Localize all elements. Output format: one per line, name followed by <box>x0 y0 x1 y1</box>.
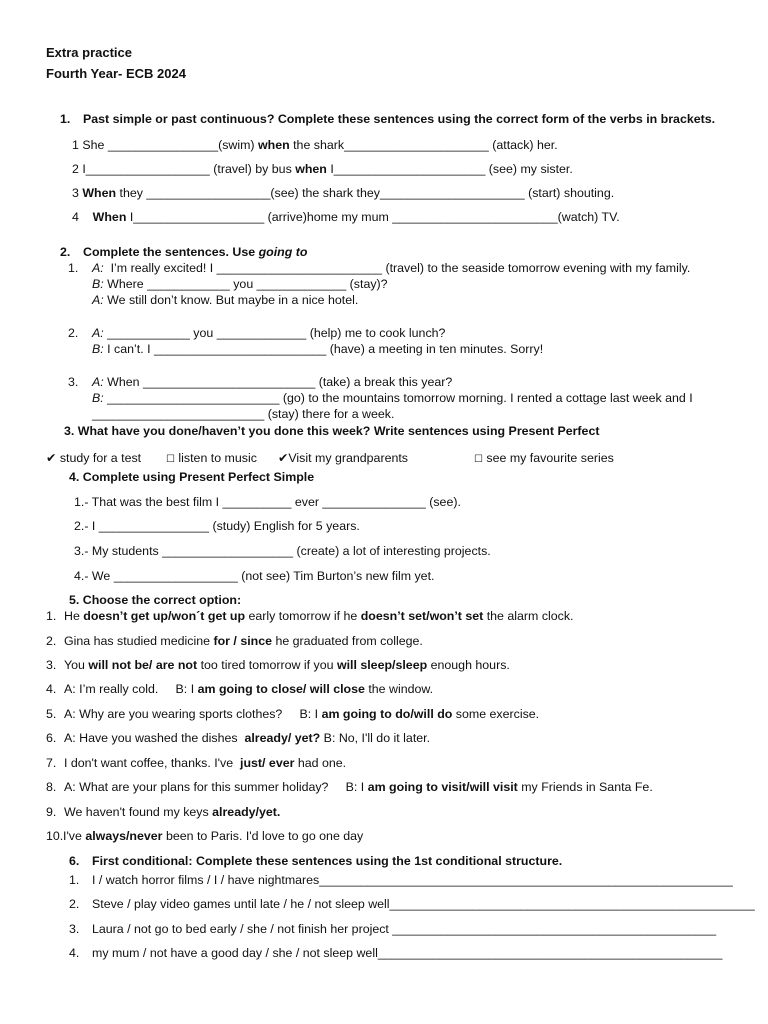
s5-item-number: 2. <box>46 634 57 648</box>
s5-item-number: 4. <box>46 682 57 696</box>
s4-item: 2.- I ________________ (study) English for 5 years. <box>74 519 360 533</box>
s1-item: 4 When I___________________ (arrive)home my mum ________________________(watch) TV. <box>72 210 620 224</box>
s5-item-number: 3. <box>46 658 57 672</box>
s6-item: I / watch horror films / I / have nightmares____________________________________________________________ <box>92 873 733 887</box>
s5-item: Gina has studied medicine for / since he graduated from college. <box>64 634 423 648</box>
s6-item: Laura / not go to bed early / she / not finish her project _______________________________________________ <box>92 922 717 936</box>
s2-title: Complete the sentences. Use going to <box>83 245 308 259</box>
s6-item-number: 3. <box>69 922 80 936</box>
s3-option: ✔Visit my grandparents <box>278 451 408 465</box>
s5-item-number: 5. <box>46 707 57 721</box>
s1-item: 1 She ________________(swim) when the shark_____________________ (attack) her. <box>72 138 558 152</box>
doc-subtitle: Fourth Year- ECB 2024 <box>46 66 186 81</box>
s6-title: First conditional: Complete these sentences using the 1st conditional structure. <box>92 854 563 868</box>
s4-item: 4.- We __________________ (not see) Tim Burton’s new film yet. <box>74 569 435 583</box>
s5-item-number: 10. <box>46 829 64 843</box>
s2-dialogue-line: A: ____________ you _____________ (help) me to cook lunch? <box>92 326 446 340</box>
s2-dialogue-line: B: Where ____________ you _____________ (stay)? <box>92 277 388 291</box>
s2-dialogue-line: A: I’m really excited! I ________________________ (travel) to the seaside tomorrow evening with my family. <box>92 261 691 275</box>
s5-item: You will not be/ are not too tired tomorrow if you will sleep/sleep enough hours. <box>64 658 510 672</box>
s2-dialogue-line: A: When _________________________ (take) a break this year? <box>92 375 453 389</box>
s6-item: Steve / play video games until late / he / not sleep well_____________________________________________________ <box>92 897 755 911</box>
s2-item-number: 1. <box>68 261 79 275</box>
s3-title: 3. What have you done/haven’t you done this week? Write sentences using Present Perfect <box>64 424 600 438</box>
s5-item-number: 6. <box>46 731 57 745</box>
checkmark-icon: ✔ <box>46 451 57 465</box>
s5-item: I've always/never been to Paris. I'd love to go one day <box>63 829 364 843</box>
doc-title: Extra practice <box>46 45 132 60</box>
s6-number: 6. <box>69 854 80 868</box>
s5-item: A: I’m really cold. B: I am going to close/ will close the window. <box>64 682 434 696</box>
s5-item-number: 7. <box>46 756 57 770</box>
s5-item-number: 9. <box>46 805 57 819</box>
s6-item: my mum / not have a good day / she / not sleep well__________________________________________________ <box>92 946 723 960</box>
s6-item-number: 4. <box>69 946 80 960</box>
s3-option: ✔ study for a test <box>46 451 142 465</box>
s4-item: 1.- That was the best film I __________ ever _______________ (see). <box>74 495 461 509</box>
s5-item-number: 8. <box>46 780 57 794</box>
s6-item-number: 1. <box>69 873 80 887</box>
checkbox-icon: ☐ <box>474 454 483 465</box>
checkbox-icon: ☐ <box>166 454 175 465</box>
s1-item: 3 When they __________________(see) the shark they_____________________ (start) shouting. <box>72 186 615 200</box>
s5-item: A: Why are you wearing sports clothes? B: I am going to do/will do some exercise. <box>64 707 540 721</box>
s2-dialogue-line: A: We still don’t know. But maybe in a nice hotel. <box>92 293 359 307</box>
s3-option: ☐ listen to music <box>166 451 257 465</box>
s1-title: Past simple or past continuous? Complete these sentences using the correct form of the verbs in brackets. <box>83 112 716 126</box>
s5-item: I don't want coffee, thanks. I've just/ ever had one. <box>64 756 347 770</box>
s2-dialogue-line: _________________________ (stay) there for a week. <box>92 407 395 421</box>
s5-item: We haven't found my keys already/yet. <box>64 805 281 819</box>
s5-title: 5. Choose the correct option: <box>69 593 242 607</box>
s3-option: ☐ see my favourite series <box>474 451 614 465</box>
s2-item-number: 3. <box>68 375 79 389</box>
s1-item: 2 I__________________ (travel) by bus when I______________________ (see) my sister. <box>72 162 573 176</box>
s5-item: A: Have you washed the dishes already/ yet? B: No, I'll do it later. <box>64 731 431 745</box>
s2-item-number: 2. <box>68 326 79 340</box>
s5-item: He doesn’t get up/won´t get up early tomorrow if he doesn’t set/won’t set the alarm clock. <box>64 609 574 623</box>
s5-item: A: What are your plans for this summer holiday? B: I am going to visit/will visit my Friends in Santa Fe. <box>64 780 653 794</box>
s1-number: 1. <box>60 112 71 126</box>
s4-title: 4. Complete using Present Perfect Simple <box>69 470 315 484</box>
s5-item-number: 1. <box>46 609 57 623</box>
s2-dialogue-line: B: I can’t. I _________________________ (have) a meeting in ten minutes. Sorry! <box>92 342 544 356</box>
s2-number: 2. <box>60 245 71 259</box>
s2-dialogue-line: B: _________________________ (go) to the mountains tomorrow morning. I rented a cottage last week and I <box>92 391 693 405</box>
s6-item-number: 2. <box>69 897 80 911</box>
checkmark-icon: ✔ <box>278 451 289 465</box>
s4-item: 3.- My students ___________________ (create) a lot of interesting projects. <box>74 544 491 558</box>
